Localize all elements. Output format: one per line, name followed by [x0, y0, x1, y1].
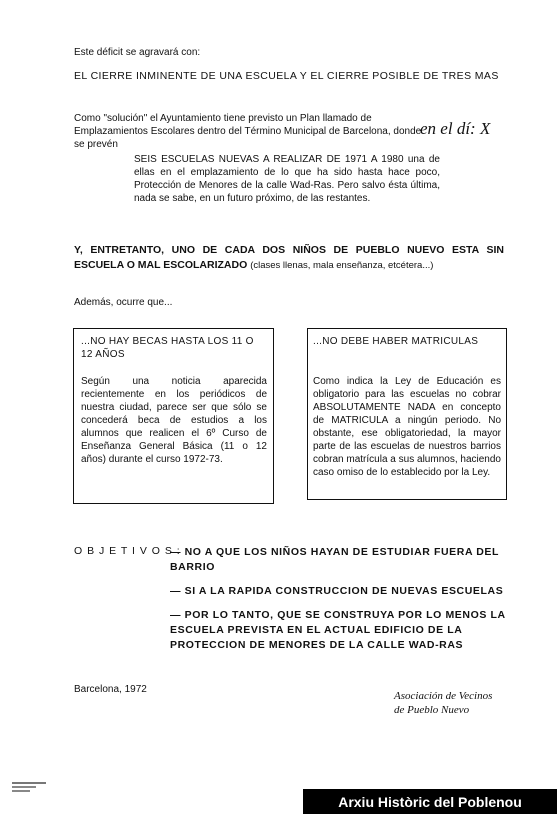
headline: EL CIERRE INMINENTE DE UNA ESCUELA Y EL CIERRE POSIBLE DE TRES MAS [74, 70, 499, 82]
box-matriculas-body: Como indica la Ley de Educación es obligatorio para las escuelas no cobrar ABSOLUTAMENTE NADA en concepto de MATRICULA a ningún periodo. No obstante, ese obligatoriedad, la mayor parte de las escuelas de nuestros barrios cobran matrícula a sus alumnos, haciendo caso omiso de lo establecido por la Ley. [313, 376, 501, 478]
printer-imprint [12, 782, 48, 794]
objetivo-item-3: — POR LO TANTO, QUE SE CONSTRUYA POR LO MENOS LA ESCUELA PREVISTA EN EL ACTUAL EDIFICIO DE LA PROTECCION DE MENORES DE LA CALLE WAD-RAS [170, 609, 506, 651]
box-matriculas-title: ...NO DEBE HABER MATRICULAS [313, 336, 479, 347]
signature [394, 689, 492, 717]
archive-label: Arxiu Històric del Poblenou [303, 789, 557, 814]
box-becas-title: ...NO HAY BECAS HASTA LOS 11 O 12 AÑOS [81, 336, 254, 360]
handwritten-note: en el dí: X [420, 119, 491, 138]
objetivos-label: O B J E T I V O S : [74, 545, 181, 557]
statement [74, 243, 504, 273]
intro-text: Este déficit se agravará con: [74, 47, 201, 58]
place-date: Barcelona, 1972 [74, 684, 147, 695]
objetivo-item-1: — NO A QUE LOS NIÑOS HAYAN DE ESTUDIAR FUERA DEL BARRIO [170, 546, 499, 573]
ademas-text: Además, ocurre que... [74, 297, 173, 308]
objetivo-item-2: — SI A LA RAPIDA CONSTRUCCION DE NUEVAS ESCUELAS [170, 585, 504, 597]
plan-paragraph: SEIS ESCUELAS NUEVAS A REALIZAR DE 1971 A 1980 una de ellas en el emplazamiento de lo que ha sido hasta hace poco, Protección de Menores de la calle Wad-Ras. Pero salvo ésta última, nada se sabe, en un futuro próximo, de las restantes. [134, 154, 440, 204]
box-becas-body: Según una noticia aparecida recientemente en los periódicos de nuestra ciudad, parece ser que sólo se concederá beca de estudios a los alumnos que realicen el 6º Curso de Enseñanza General Básica (11 o 12 años) durante el curso 1972-73. [81, 376, 267, 465]
signature-line-1: Asociación de Vecinos [394, 690, 493, 702]
signature-line-2: de Pueblo Nuevo [394, 704, 470, 716]
solution-paragraph: Como "solución" el Ayuntamiento tiene previsto un Plan llamado de Emplazamientos Escolares dentro del Término Municipal de Barcelona, donde se prevén [74, 113, 422, 150]
statement-rest: (clases llenas, mala enseñanza, etcétera...) [250, 260, 434, 271]
statement-bold: Y, ENTRETANTO, UNO DE CADA DOS NIÑOS DE PUEBLO NUEVO ESTA SIN ESCUELA O MAL ESCOLARIZADO [74, 244, 504, 271]
